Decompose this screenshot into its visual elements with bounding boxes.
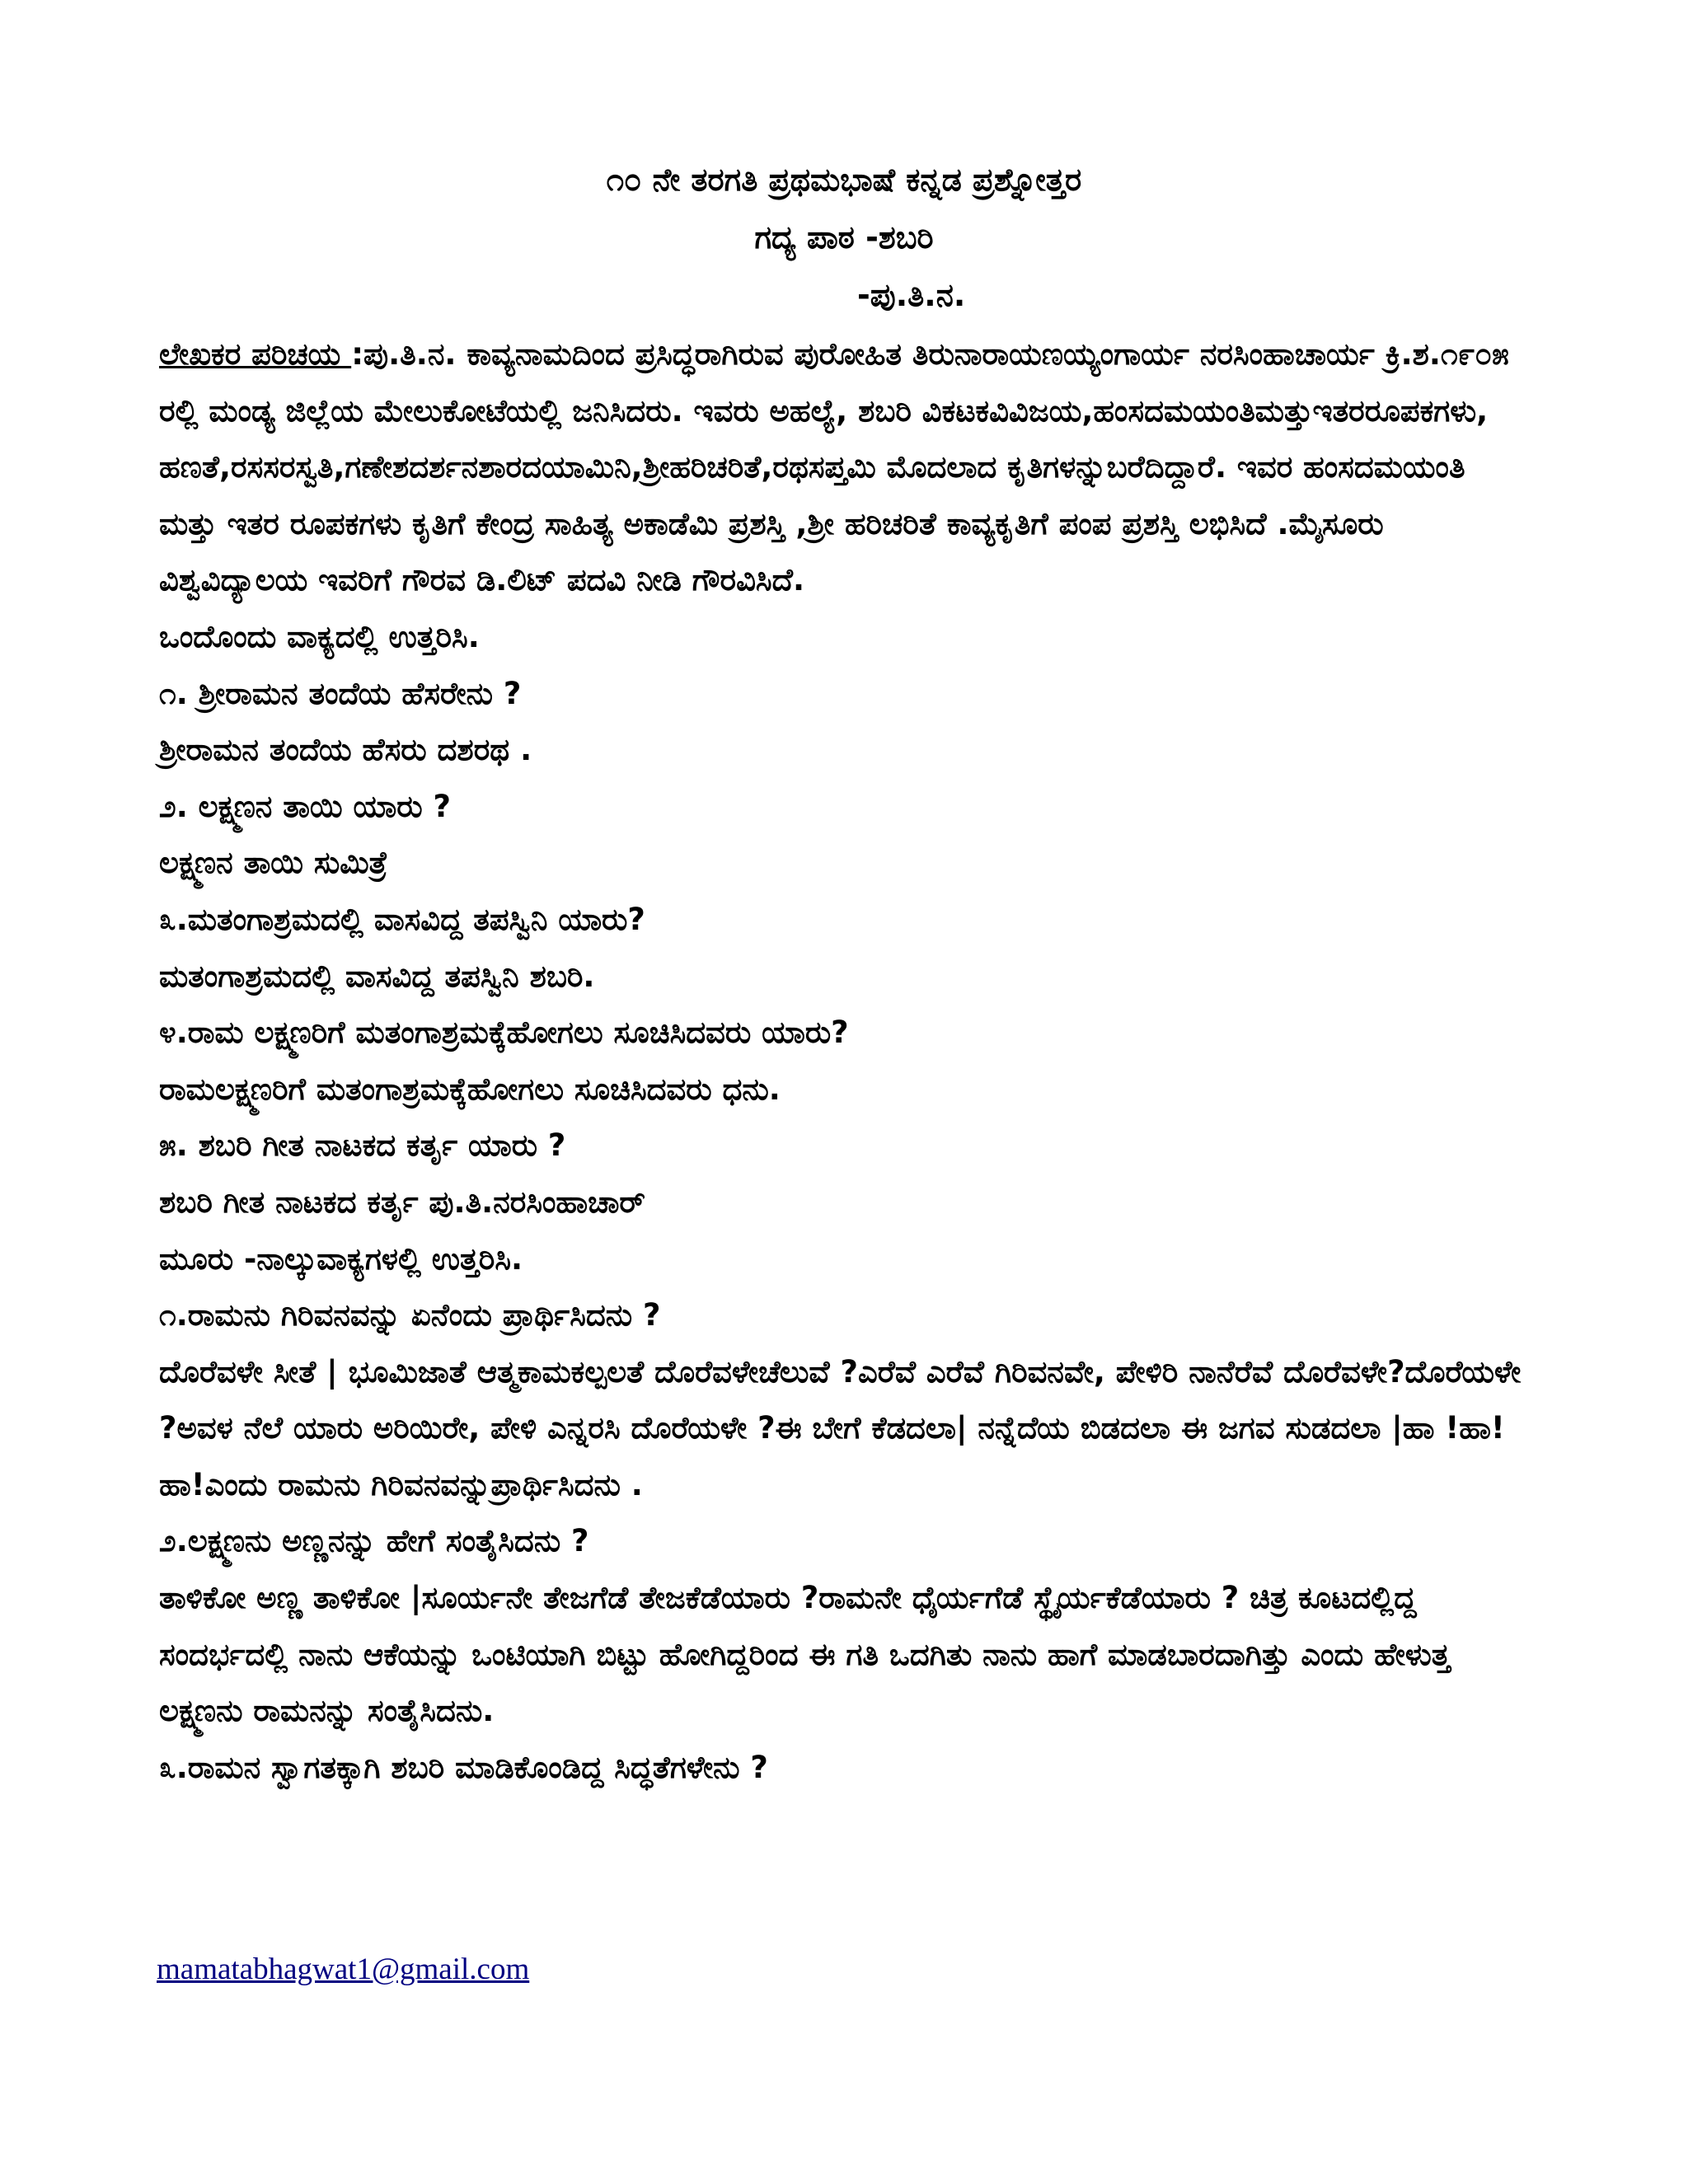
answer-5: ಶಬರಿ ಗೀತ ನಾಟಕದ ಕರ್ತೃ ಪು.ತಿ.ನರಸಿಂಹಾಚಾರ್: [159, 1183, 645, 1220]
long-answer-1: ದೊರೆವಳೇ ಸೀತೆ | ಭೂಮಿಜಾತೆ ಆತ್ಮಕಾಮಕಲ್ಪಲತೆ ದೊರೆವಳೇಚೆಲುವೆ ?ಎರೆವೆ ಎರೆವೆ ಗಿರಿವನವೇ, ಪೇಳಿರಿ ನಾನೆರೆವೆ ದೊರೆವಳೇ?ದೊರೆಯಳೇ ?ಅವಳ ನೆಲೆ ಯಾರು ಅರಿಯಿರೇ, ಪೇಳಿ ಎನ್ನರಸಿ ದೊರೆಯಳೇ ?ಈ ಬೇಗೆ ಕೆಡದಲಾ| ನನ್ನೆದೆಯ ಬಿಡದಲಾ ಈ ಜಗವ ಸುಡದಲಾ |ಹಾ !ಹಾ! ಹಾ!ಎಂದು ರಾಮನು ಗಿರಿವನವನ್ನುಪ್ರಾರ್ಥಿಸಿದನು .: [159, 1353, 1522, 1502]
question-2: ೨. ಲಕ್ಷ್ಮಣನ ತಾಯಿ ಯಾರು ?: [159, 788, 451, 824]
question-5: ೫. ಶಬರಿ ಗೀತ ನಾಟಕದ ಕರ್ತೃ ಯಾರು ?: [159, 1127, 566, 1164]
lesson-title: ಗದ್ಯ ಪಾಠ -ಶಬರಿ: [754, 219, 934, 255]
footer-email-link[interactable]: mamatabhagwat1@gmail.com: [157, 1952, 530, 1986]
answer-3: ಮತಂಗಾಶ್ರಮದಲ್ಲಿ ವಾಸವಿದ್ದ ತಪಸ್ವಿನಿ ಶಬರಿ.: [159, 958, 595, 994]
long-question-3: ೩.ರಾಮನ ಸ್ವಾಗತಕ್ಕಾಗಿ ಶಬರಿ ಮಾಡಿಕೊಂಡಿದ್ದ ಸಿದ್ಧತೆಗಳೇನು ?: [159, 1749, 768, 1785]
question-1: ೧. ಶ್ರೀರಾಮನ ತಂದೆಯ ಹೆಸರೇನು ?: [159, 675, 522, 711]
answer-1: ಶ್ರೀರಾಮನ ತಂದೆಯ ಹೆಸರು ದಶರಥ .: [159, 732, 532, 768]
author-works: ಹಣತೆ,ರಸಸರಸ್ವತಿ,ಗಣೇಶದರ್ಶನಶಾರದಯಾಮಿನಿ,ಶ್ರೀಹರಿಚರಿತೆ,ರಥಸಪ್ತಮಿ ಮೊದಲಾದ ಕೃತಿಗಳನ್ನುಬರೆದಿದ್ದಾರೆ. ಇವರ ಹಂಸದಮಯಂತಿ ಮತ್ತು ಇತರ ರೂಪಕಗಳು ಕೃತಿಗೆ ಕೇಂದ್ರ ಸಾಹಿತ್ಯ ಅಕಾಡೆಮಿ ಪ್ರಶಸ್ತಿ ,ಶ್ರೀ ಹರಿಚರಿತೆ ಕಾವ್ಯಕೃತಿಗೆ ಪಂಪ ಪ್ರಶಸ್ತಿ ಲಭಿಸಿದೆ .ಮೈಸೂರು ವಿಶ್ವವಿದ್ಯಾಲಯ ಇವರಿಗೆ ಗೌರವ ಡಿ.ಲಿಟ್ ಪದವಿ ನೀಡಿ ಗೌರವಿಸಿದೆ.: [159, 449, 1465, 598]
long-question-2: ೨.ಲಕ್ಷ್ಮಣನು ಅಣ್ಣನನ್ನು ಹೇಗೆ ಸಂತೈಸಿದನು ?: [159, 1523, 589, 1559]
author-intro-text: :ಪು.ತಿ.ನ. ಕಾವ್ಯನಾಮದಿಂದ ಪ್ರಸಿದ್ಧರಾಗಿರುವ ಪುರೋಹಿತ ತಿರುನಾರಾಯಣಯ್ಯಂಗಾರ್ಯ ನರಸಿಂಹಾಚಾರ್ಯ ಕ್ರಿ.ಶ.೧೯೦೫ ರಲ್ಲಿ ಮಂಡ್ಯ ಜಿಲ್ಲೆಯ ಮೇಲುಕೋಟೆಯಲ್ಲಿ ಜನಿಸಿದರು. ಇವರು ಅಹಲ್ಯೆ, ಶಬರಿ ವಿಕಟಕವಿವಿಜಯ,ಹಂಸದಮಯಂತಿಮತ್ತುಇತರರೂಪಕಗಳು,: [159, 336, 1509, 429]
document-body: [159, 326, 1527, 1796]
long-answer-2: ತಾಳಿಕೋ ಅಣ್ಣ ತಾಳಿಕೋ |ಸೂರ್ಯನೇ ತೇಜಗೆಡೆ ತೇಜಕೆಡೆಯಾರು ?ರಾಮನೇ ಧೈರ್ಯಗೆಡೆ ಸ್ಥೈರ್ಯಕೆಡೆಯಾರು ? ಚಿತ್ರ ಕೂಟದಲ್ಲಿದ್ದ ಸಂದರ್ಭದಲ್ಲಿ ನಾನು ಆಕೆಯನ್ನು ಒಂಟಿಯಾಗಿ ಬಿಟ್ಟು ಹೋಗಿದ್ದರಿಂದ ಈ ಗತಿ ಒದಗಿತು ನಾನು ಹಾಗೆ ಮಾಡಬಾರದಾಗಿತ್ತು ಎಂದು ಹೇಳುತ್ತ ಲಕ್ಷ್ಮಣನು ರಾಮನನ್ನು ಸಂತೈಸಿದನು.: [159, 1580, 1451, 1729]
answer-4: ರಾಮಲಕ್ಷ್ಮಣರಿಗೆ ಮತಂಗಾಶ್ರಮಕ್ಕೆಹೋಗಲು ಸೂಚಿಸಿದವರು ಧನು.: [159, 1071, 781, 1107]
section-heading-one-sentence: ಒಂದೊಂದು ವಾಕ್ಯದಲ್ಲಿ ಉತ್ತರಿಸಿ.: [159, 618, 480, 654]
long-question-1: ೧.ರಾಮನು ಗಿರಿವನವನ್ನು ಏನೆಂದು ಪ್ರಾರ್ಥಿಸಿದನು ?: [159, 1297, 661, 1333]
lesson-author: -ಪು.ತಿ.ನ.: [857, 277, 966, 313]
question-3: ೩.ಮತಂಗಾಶ್ರಮದಲ್ಲಿ ವಾಸವಿದ್ದ ತಪಸ್ವಿನಿ ಯಾರು?: [159, 901, 645, 937]
question-4: ೪.ರಾಮ ಲಕ್ಷ್ಮಣರಿಗೆ ಮತಂಗಾಶ್ರಮಕ್ಕೆಹೋಗಲು ಸೂಚಿಸಿದವರು ಯಾರು?: [159, 1015, 849, 1051]
section-heading-three-four-sentences: ಮೂರು -ನಾಲ್ಕುವಾಕ್ಯಗಳಲ್ಲಿ ಉತ್ತರಿಸಿ.: [159, 1240, 523, 1277]
author-intro-label: ಲೇಖಕರ ಪರಿಚಯ: [159, 336, 352, 372]
answer-2: ಲಕ್ಷ್ಮಣನ ತಾಯಿ ಸುಮಿತ್ರೆ: [159, 845, 388, 881]
document-title: ೧೦ ನೇ ತರಗತಿ ಪ್ರಥಮಭಾಷೆ ಕನ್ನಡ ಪ್ರಶ್ನೋತ್ತರ: [606, 162, 1082, 198]
author-intro: [159, 326, 1527, 439]
